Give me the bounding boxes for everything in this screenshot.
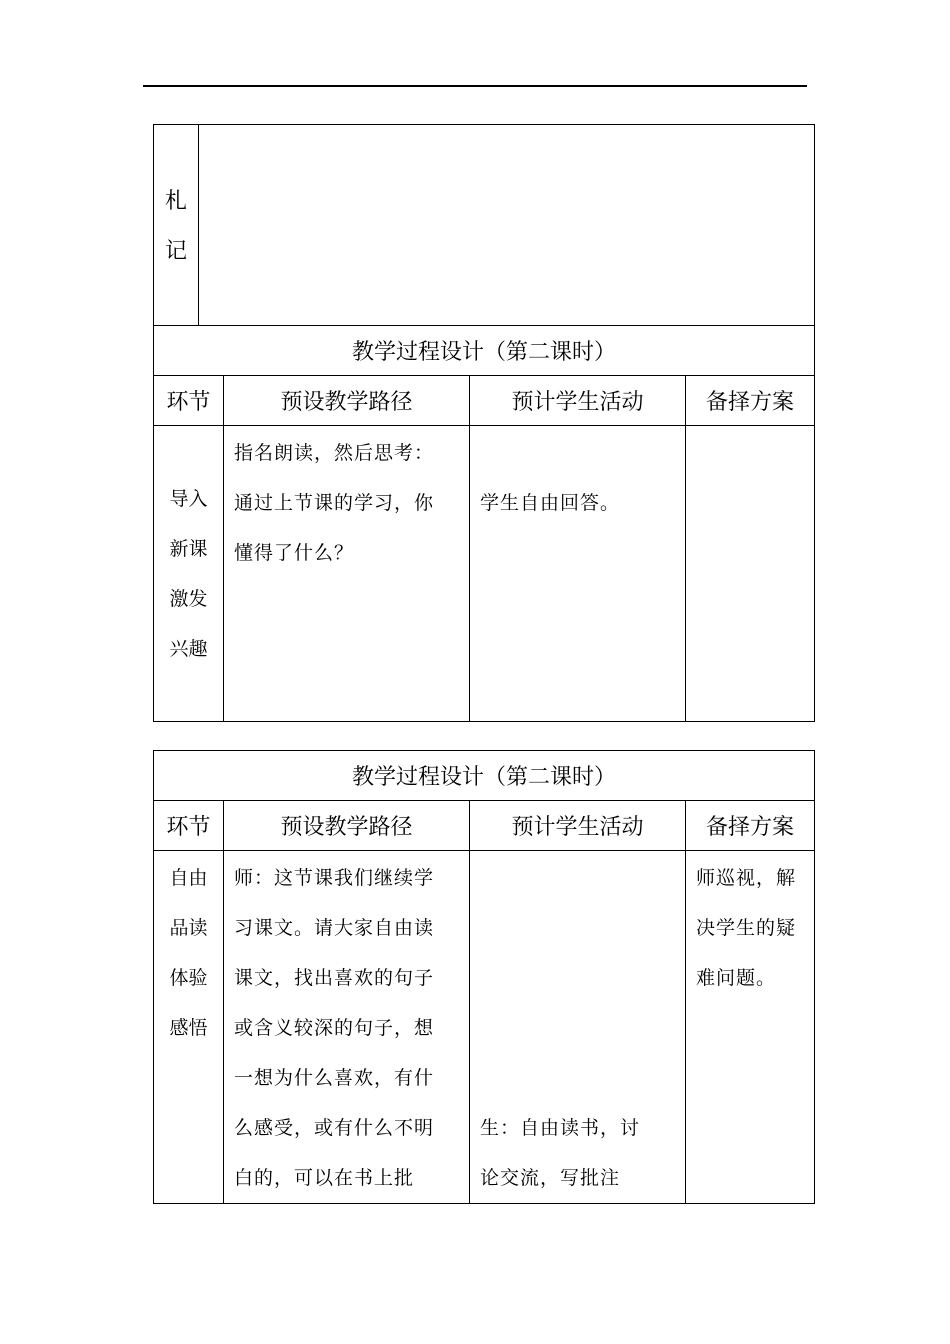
activity-line: 论交流，写批注 bbox=[480, 1167, 621, 1189]
stage-line: 品读 bbox=[169, 917, 208, 939]
header-stage: 环节 bbox=[154, 376, 224, 426]
path-line: 指名朗读，然后思考： bbox=[234, 442, 435, 464]
header-alternative: 备择方案 bbox=[686, 376, 815, 426]
path-line: 课文，找出喜欢的句子 bbox=[234, 967, 435, 989]
alternative-line: 难问题。 bbox=[696, 967, 777, 989]
alternative-line: 师巡视，解 bbox=[696, 867, 797, 889]
stage-line: 新课 bbox=[169, 537, 208, 560]
notes-label-line: 札 bbox=[164, 189, 187, 214]
table-title: 教学过程设计（第二课时） bbox=[154, 751, 815, 801]
path-line: 么感受，或有什么不明 bbox=[234, 1117, 435, 1139]
header-stage: 环节 bbox=[154, 801, 224, 851]
path-line: 习课文。请大家自由读 bbox=[234, 917, 435, 939]
teaching-path-cell bbox=[224, 851, 470, 1204]
lesson-table-2 bbox=[153, 750, 815, 1204]
header-teaching-path: 预设教学路径 bbox=[224, 376, 470, 426]
stage-line: 激发 bbox=[169, 587, 208, 610]
stage-line: 自由 bbox=[169, 867, 208, 889]
path-line: 懂得了什么？ bbox=[234, 542, 355, 564]
header-alternative: 备择方案 bbox=[686, 801, 815, 851]
student-activity-cell bbox=[470, 851, 686, 1204]
stage-line: 兴趣 bbox=[169, 637, 208, 660]
activity-text: 学生自由回答。 bbox=[480, 492, 621, 514]
stage-cell bbox=[154, 851, 224, 1204]
teaching-path-cell bbox=[224, 426, 470, 722]
path-line: 师：这节课我们继续学 bbox=[234, 867, 435, 889]
path-line: 或含义较深的句子，想 bbox=[234, 1017, 435, 1039]
header-rule bbox=[143, 85, 807, 87]
notes-label-line: 记 bbox=[164, 239, 187, 264]
path-line: 一想为什么喜欢，有什 bbox=[234, 1067, 435, 1089]
notes-body bbox=[199, 125, 814, 325]
table-title: 教学过程设计（第二课时） bbox=[154, 326, 815, 376]
stage-line: 体验 bbox=[169, 967, 208, 989]
stage-line: 导入 bbox=[169, 487, 208, 510]
alternative-cell bbox=[686, 426, 815, 722]
activity-line: 生：自由读书，讨 bbox=[480, 1117, 641, 1139]
header-teaching-path: 预设教学路径 bbox=[224, 801, 470, 851]
alternative-cell bbox=[686, 851, 815, 1204]
path-line: 通过上节课的学习，你 bbox=[234, 492, 435, 514]
header-student-activity: 预计学生活动 bbox=[470, 801, 686, 851]
stage-cell bbox=[154, 426, 224, 722]
path-line: 白的，可以在书上批 bbox=[234, 1167, 415, 1189]
stage-line: 感悟 bbox=[169, 1017, 208, 1039]
student-activity-cell bbox=[470, 426, 686, 722]
notes-row bbox=[154, 125, 815, 326]
lesson-table-1 bbox=[153, 124, 815, 722]
alternative-line: 决学生的疑 bbox=[696, 917, 797, 939]
notes-label bbox=[154, 125, 199, 325]
header-student-activity: 预计学生活动 bbox=[470, 376, 686, 426]
